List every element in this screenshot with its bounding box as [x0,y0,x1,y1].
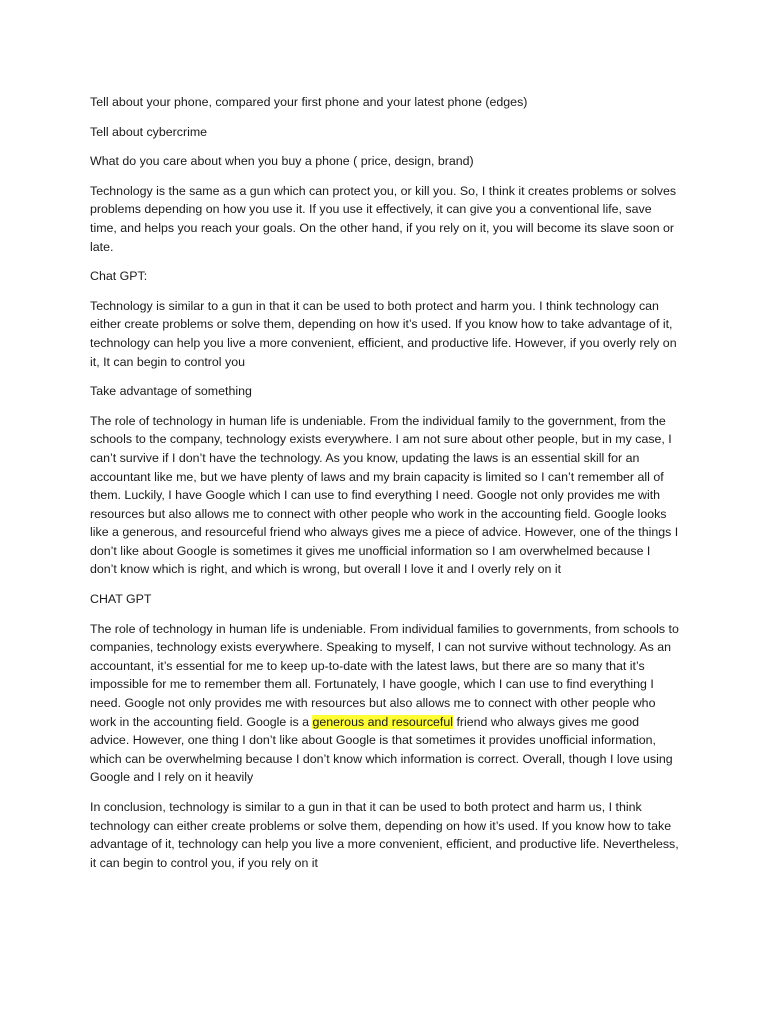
paragraph-conclusion: In conclusion, technology is similar to a gun in that it can be used to both protect and harm us, I think technology can either create problems or solve them, depending on how it’s used. If you know how to take advantage of it, technology can help you live a more convenient, efficient, and productive life. Nevertheless, it can begin to control you, if you rely on it [90,800,679,870]
paragraph-chatgpt-role-start: The role of technology in human life is undeniable. From individual families to governments, from schools to companies, technology exists everywhere. Speaking to myself, I can not survive without technology. As an accountant, it’s essential for me to keep up-to-date with the latest laws, but there are so many that it’s impossible for me to remember them all. Fortunately, I have google, which I can use to find everything I need. Google not only provides me with resources but also allows me to connect with other people who work in the accounting field. Google is a [90,621,679,729]
paragraph-chatgpt-role-end: friend who always gives me good advice. However, one thing I don’t like about Google is that sometimes it provides unofficial information, which can be overwhelming because I don’t know which information is correct. Overall, though I love using Google and I rely on it heavily [90,714,673,785]
question-cybercrime: Tell about cybercrime [90,124,208,139]
label-chat-gpt-caps: CHAT GPT [90,592,152,607]
highlighted-text: generous and resourceful [312,714,454,729]
paragraph-chatgpt-gun: Technology is similar to a gun in that it can be used to both protect and harm you. I think technology can either create problems or solve them, depending on how it’s used. If you know how to take advantage of it, technology can help you live a more convenient, efficient, and productive life. However, if you overly rely on it, It can begin to control you [90,298,677,369]
question-phone: Tell about your phone, compared your first phone and your latest phone (edges) [90,95,528,109]
paragraph-chatgpt-role [90,620,680,787]
label-take-advantage: Take advantage of something [90,384,252,399]
label-chat-gpt: Chat GPT: [90,269,148,284]
document-body [90,93,680,883]
question-buy-phone: What do you care about when you buy a phone ( price, design, brand) [90,154,474,169]
paragraph-role-of-technology: The role of technology in human life is undeniable. From the individual family to the government, from the schools to the company, technology exists everywhere. I am not sure about other people, but in my case, I can’t survive if I don’t have the technology. As you know, updating the laws is an essential skill for an accountant like me, but we have plenty of laws and my brain capacity is limited so I can’t remember all of them. Luckily, I have Google which I can use to find everything I need. Google not only provides me with resources but also allows me to connect with other people who work in the accounting field. Google looks like a generous, and resourceful friend who always gives me a piece of advice. However, one of the things I don’t like about Google is sometimes it gives me unofficial information so I am overwhelmed because I don’t know which is right, and which is wrong, but overall I love it and I overly rely on it [90,413,679,577]
paragraph-technology-gun: Technology is the same as a gun which can protect you, or kill you. So, I think it creates problems or solves problems depending on how you use it. If you use it effectively, it can give you a conventional life, save time, and helps you reach your goals. On the other hand, if you rely on it, you will become its slave soon or late. [90,183,677,254]
